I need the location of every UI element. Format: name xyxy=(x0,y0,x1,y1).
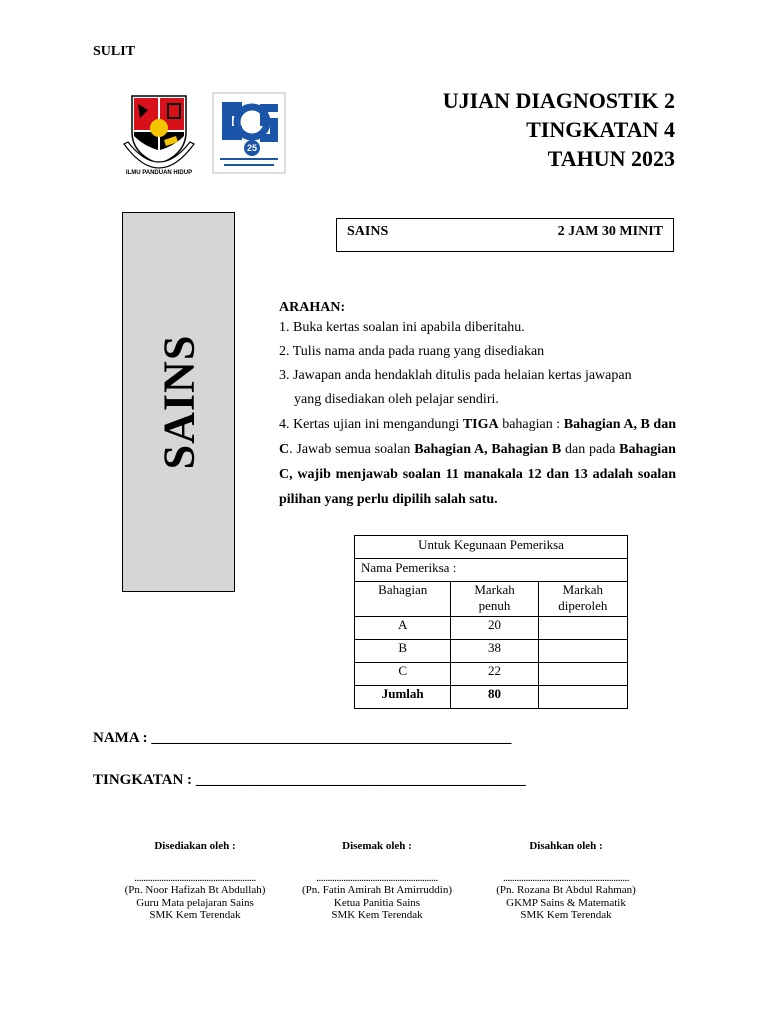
signature-prepared xyxy=(95,840,295,922)
total-label: Jumlah xyxy=(355,686,451,709)
signature-line: ........................................................ xyxy=(503,872,629,884)
marks-input-cell xyxy=(538,663,627,686)
subject-sidebar xyxy=(122,212,235,592)
badge-number: 25 xyxy=(246,143,258,153)
table-row: B 38 xyxy=(355,640,628,663)
table-row: C 22 xyxy=(355,663,628,686)
table-header-row xyxy=(355,582,628,617)
instruction-3-continued: yang disediakan oleh pelajar sendiri. xyxy=(294,392,499,407)
header-obtained-marks: Markah diperoleh xyxy=(538,582,627,617)
subject-name: SAINS xyxy=(347,224,389,239)
marks-input-cell xyxy=(538,617,627,640)
class-field: TINGKATAN : ____________________________________________ xyxy=(93,772,526,788)
instructions-section xyxy=(279,300,676,512)
instruction-2: 2. Tulis nama anda pada ruang yang disediakan xyxy=(279,344,545,359)
signatory-school: SMK Kem Terendak xyxy=(520,909,612,921)
header-full-marks: Markah penuh xyxy=(451,582,538,617)
signature-label: Disediakan oleh : xyxy=(154,840,236,852)
total-value: 80 xyxy=(451,686,538,709)
signature-approved xyxy=(466,840,666,922)
school-crest-logo xyxy=(120,92,198,184)
signatory-name: (Pn. Noor Hafizah Bt Abdullah) xyxy=(124,884,266,896)
signature-label: Disemak oleh : xyxy=(342,840,412,852)
signatory-name: (Pn. Fatin Amirah Bt Amirruddin) xyxy=(301,884,453,896)
crest-motto: ILMU PANDUAN HIDUP xyxy=(125,170,193,176)
signatory-school: SMK Kem Terendak xyxy=(331,909,423,921)
table-total-row xyxy=(355,686,628,709)
table-caption: Untuk Kegunaan Pemeriksa xyxy=(355,536,628,559)
exam-title-line3: TAHUN 2023 xyxy=(547,146,675,171)
header-section: Bahagian xyxy=(355,582,451,617)
signature-line: ...................................................... xyxy=(134,872,256,884)
confidential-label: SULIT xyxy=(93,44,136,59)
signatory-school: SMK Kem Terendak xyxy=(149,909,241,921)
total-obtained-cell xyxy=(538,686,627,709)
subject-vertical-text: SAINS xyxy=(154,334,203,470)
subject-duration-box xyxy=(336,218,674,252)
signatory-name: (Pn. Rozana Bt Abdul Rahman) xyxy=(496,884,636,896)
exam-title-line2: TINGKATAN 4 xyxy=(526,117,675,142)
marks-input-cell xyxy=(538,640,627,663)
instruction-4: 4. Kertas ujian ini mengandungi TIGA bahagian : Bahagian A, B dan C. Jawab semua soalan Bahagian A, Bahagian B dan pada Bahagian C, wajib menjawab soalan 11 manakala 12 dan 13 adalah soalan pilihan yang perlu dipilih salah satu. xyxy=(279,417,676,507)
signatory-role: Ketua Panitia Sains xyxy=(333,896,421,909)
signature-reviewed xyxy=(277,840,477,922)
table-row: A 20 xyxy=(355,617,628,640)
instruction-3: 3. Jawapan anda hendaklah ditulis pada helaian kertas jawapan xyxy=(279,368,632,383)
signature-line: ...................................................... xyxy=(316,872,438,884)
examiner-marks-table xyxy=(354,535,628,709)
examiner-name-label: Nama Pemeriksa : xyxy=(355,559,628,582)
exam-title xyxy=(443,86,675,173)
signature-label: Disahkan oleh : xyxy=(529,840,603,852)
signatory-role: Guru Mata pelajaran Sains xyxy=(136,896,254,909)
exam-duration: 2 JAM 30 MINIT xyxy=(557,224,663,239)
instructions-heading: ARAHAN: xyxy=(279,300,346,315)
name-field: NAMA : ________________________________________________ xyxy=(93,730,512,746)
anniversary-badge-logo xyxy=(212,92,286,174)
signatory-role: GKMP Sains & Matematik xyxy=(506,896,626,909)
exam-title-line1: UJIAN DIAGNOSTIK 2 xyxy=(442,88,675,113)
instruction-1: 1. Buka kertas soalan ini apabila diberitahu. xyxy=(279,320,525,335)
